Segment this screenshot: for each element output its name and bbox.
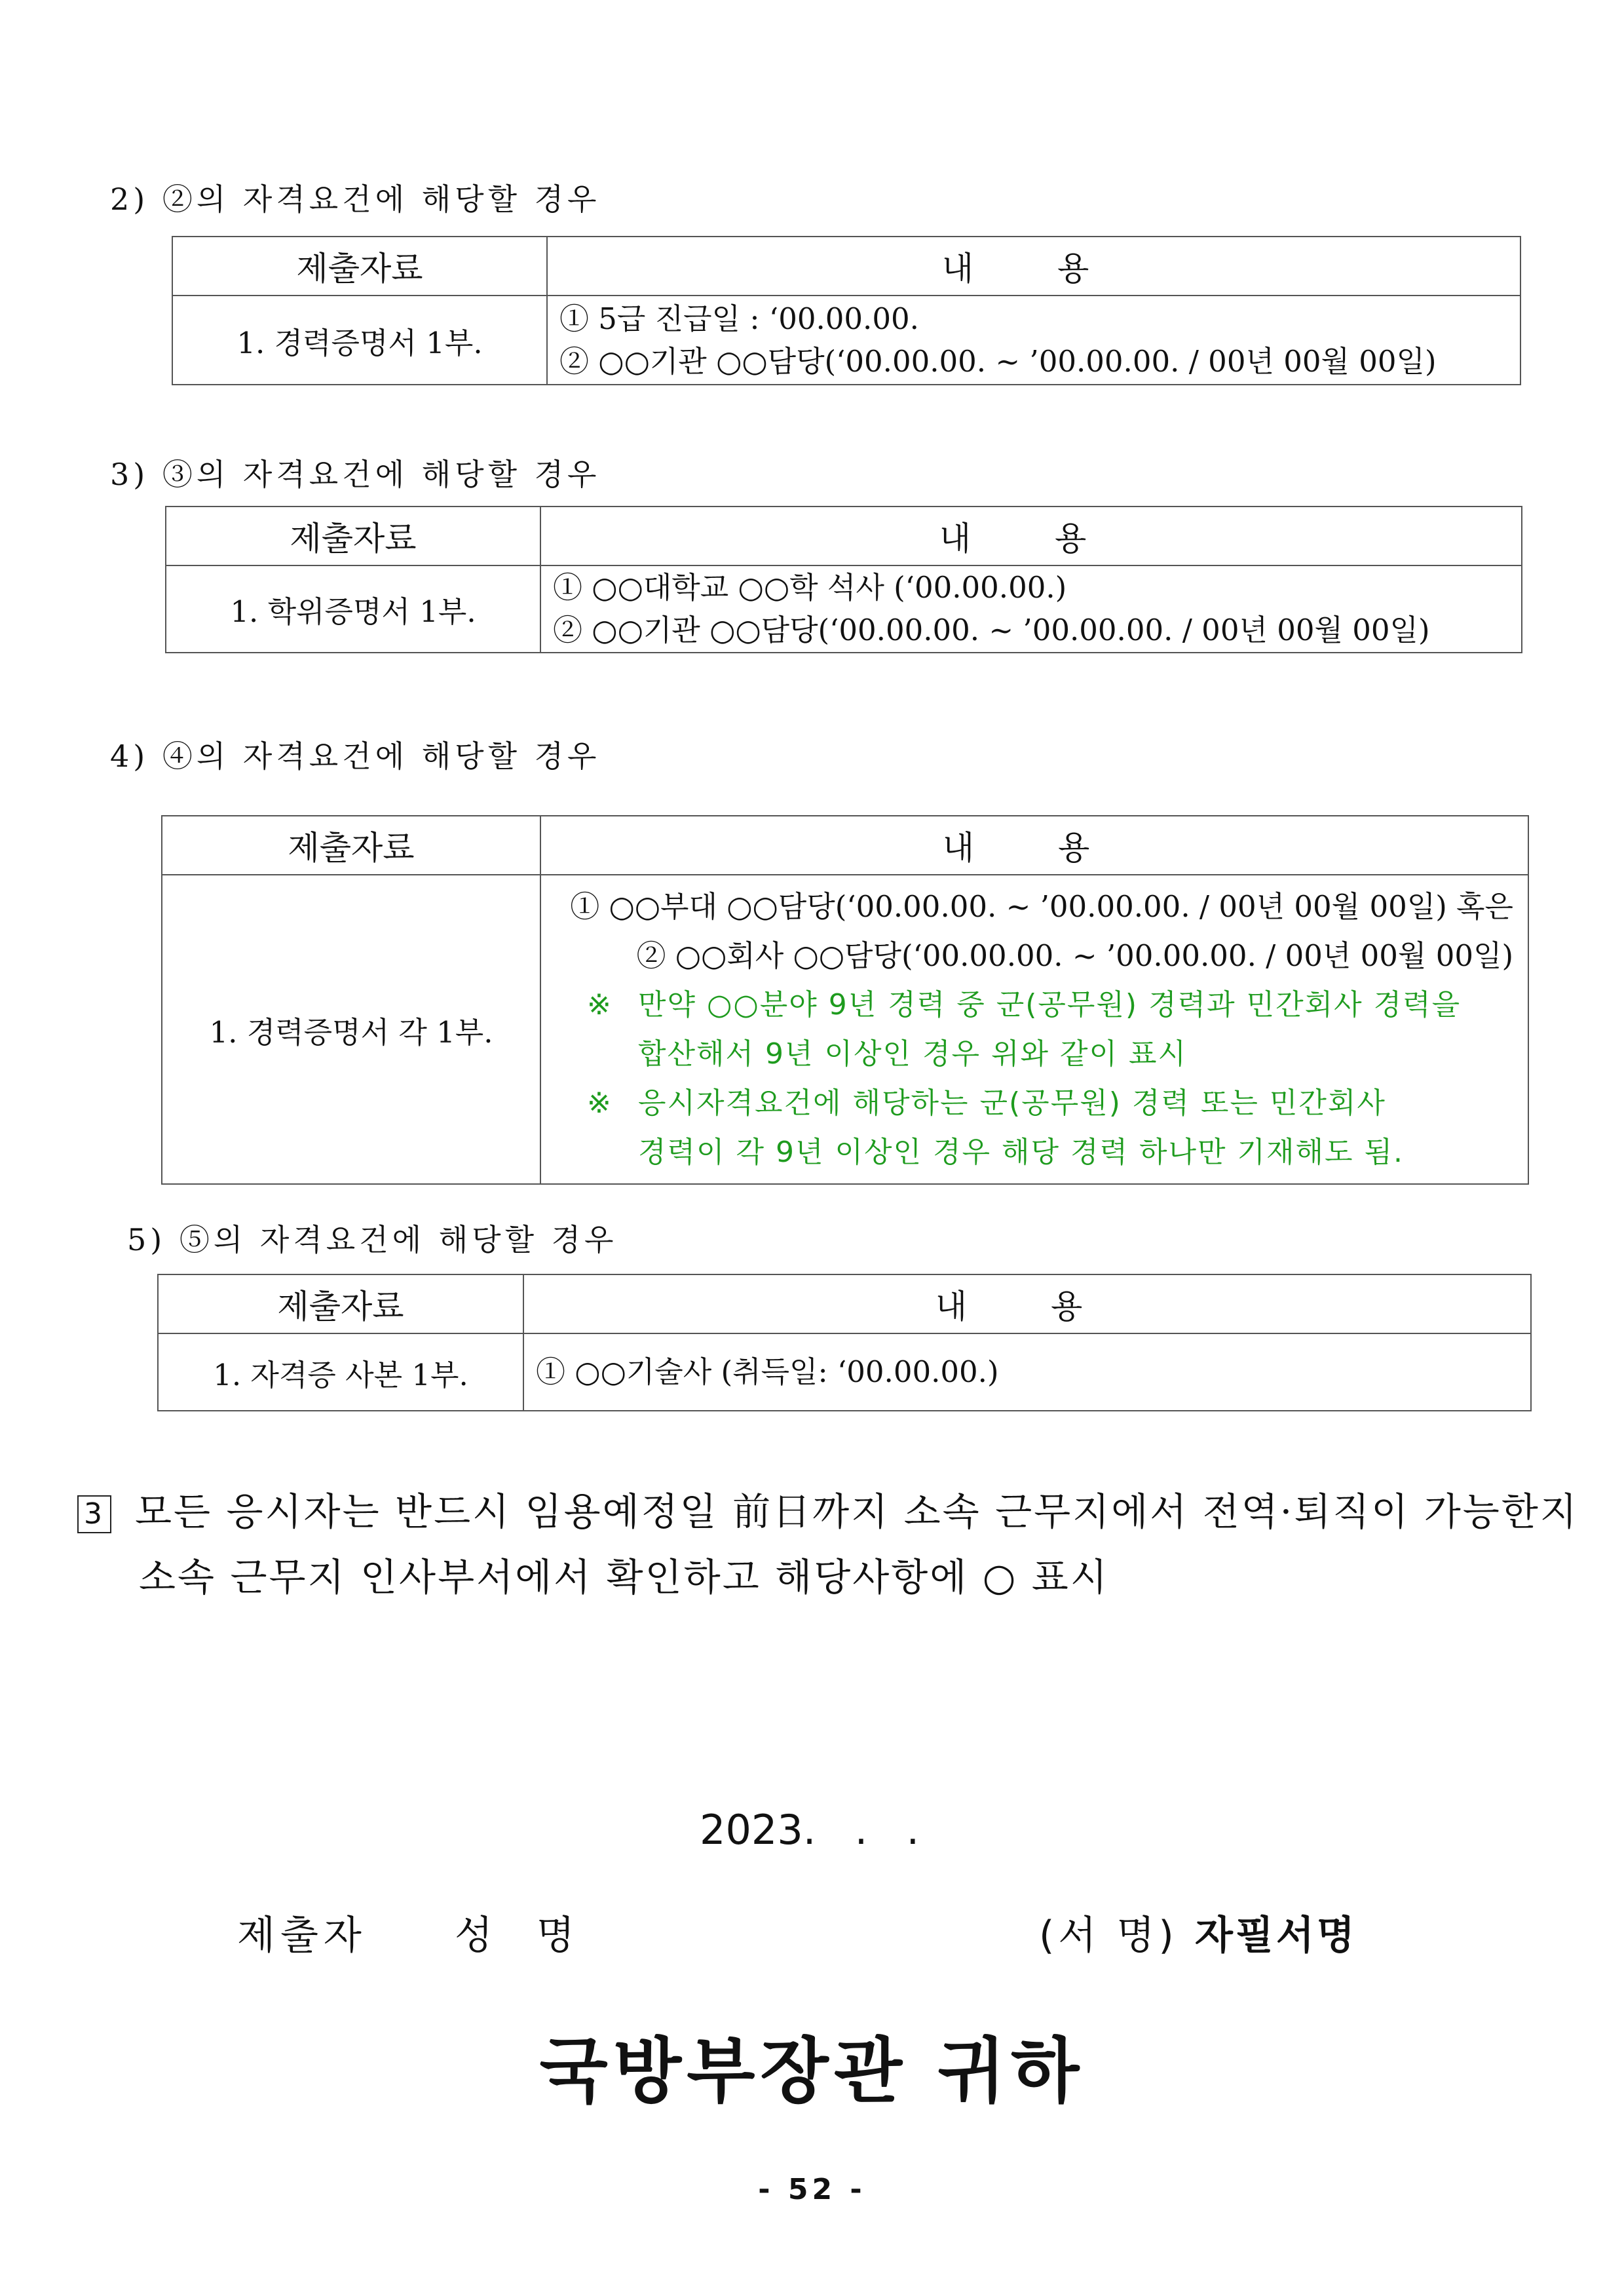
reference-mark: ※ [587, 1086, 613, 1120]
header-content: 내 용 [523, 1274, 1531, 1333]
header-documents: 제출자료 [166, 507, 540, 565]
note-text: 만약 ○○분야 9년 경력 중 군(공무원) 경력과 민간회사 경력을 [638, 988, 1462, 1022]
content-cell [523, 1333, 1531, 1411]
section-title: 4) ④의 자격요건에 해당할 경우 [110, 738, 601, 774]
note-line [556, 1128, 1513, 1177]
section-title: 5) ⑤의 자격요건에 해당할 경우 [127, 1222, 618, 1257]
header-documents: 제출자료 [172, 237, 547, 296]
content-line: ② ○○기관 ○○담당(‘00.00.00. ~ ’00.00.00. / 00년 00월 00일) [559, 344, 1437, 379]
section-title: 2) ②의 자격요건에 해당할 경우 [110, 182, 601, 217]
submission-table [161, 815, 1529, 1185]
sign-label: (서 명) [1039, 1913, 1178, 1959]
document-cell: 1. 학위증명서 1부. [166, 565, 540, 653]
content-line: ① ○○부대 ○○담당(‘00.00.00. ~ ’00.00.00. / 00년 00월 00일) 혹은 [570, 889, 1513, 924]
content-cell [540, 565, 1522, 653]
addressee: 국방부장관 귀하 [539, 2030, 1085, 2113]
content-cell [547, 296, 1520, 385]
content-cell [540, 875, 1528, 1184]
content-line: ① ○○기술사 (취득일: ‘00.00.00.) [536, 1354, 999, 1390]
submission-table [172, 236, 1521, 385]
reference-mark: ※ [587, 988, 613, 1022]
document-cell: 1. 자격증 사본 1부. [158, 1333, 523, 1411]
note-line [556, 980, 1513, 1029]
submission-table [165, 506, 1522, 653]
content-line: ① ○○대학교 ○○학 석사 (‘00.00.00.) [553, 570, 1067, 605]
name-label: 성 명 [455, 1913, 590, 1959]
document-cell: 1. 경력증명서 각 1부. [162, 875, 540, 1184]
notice-line-1 [77, 1481, 1579, 1536]
content-line: ② ○○기관 ○○담당(‘00.00.00. ~ ’00.00.00. / 00년 00월 00일) [553, 613, 1430, 648]
note-text: 경력이 각 9년 이상인 경우 해당 경력 하나만 기재해도 됨. [638, 1136, 1404, 1169]
item-number-box: 3 [77, 1495, 111, 1533]
date: 2023. . . [700, 1806, 920, 1854]
header-documents: 제출자료 [158, 1274, 523, 1333]
header-content: 내 용 [540, 816, 1528, 875]
note-line [556, 1079, 1513, 1128]
section-title: 3) ③의 자격요건에 해당할 경우 [110, 457, 601, 492]
header-documents: 제출자료 [162, 816, 540, 875]
notice-text: 소속 근무지 인사부서에서 확인하고 해당사항에 ○ 표시 [139, 1555, 1109, 1599]
notice-text: 모든 응시자는 반드시 임용예정일 前日까지 소속 근무지에서 전역·퇴직이 가능한지 [135, 1489, 1579, 1534]
content-line: ① 5급 진급일 : ‘00.00.00. [559, 301, 919, 336]
note-text: 응시자격요건에 해당하는 군(공무원) 경력 또는 민간회사 [638, 1086, 1386, 1120]
autograph-note: 자필서명 [1195, 1913, 1357, 1959]
page-number: - 52 - [758, 2173, 866, 2206]
notice-line-2 [139, 1546, 1109, 1601]
note-text: 합산해서 9년 이상인 경우 위와 같이 표시 [638, 1037, 1187, 1071]
submission-table [157, 1274, 1532, 1411]
document-cell: 1. 경력증명서 1부. [172, 296, 547, 385]
note-line [556, 1029, 1513, 1079]
header-content: 내 용 [547, 237, 1520, 296]
submitter-label: 제출자 [237, 1913, 367, 1959]
header-content: 내 용 [540, 507, 1522, 565]
content-line: ② ○○회사 ○○담당(‘00.00.00. ~ ’00.00.00. / 00년 00월 00일) [636, 938, 1513, 973]
